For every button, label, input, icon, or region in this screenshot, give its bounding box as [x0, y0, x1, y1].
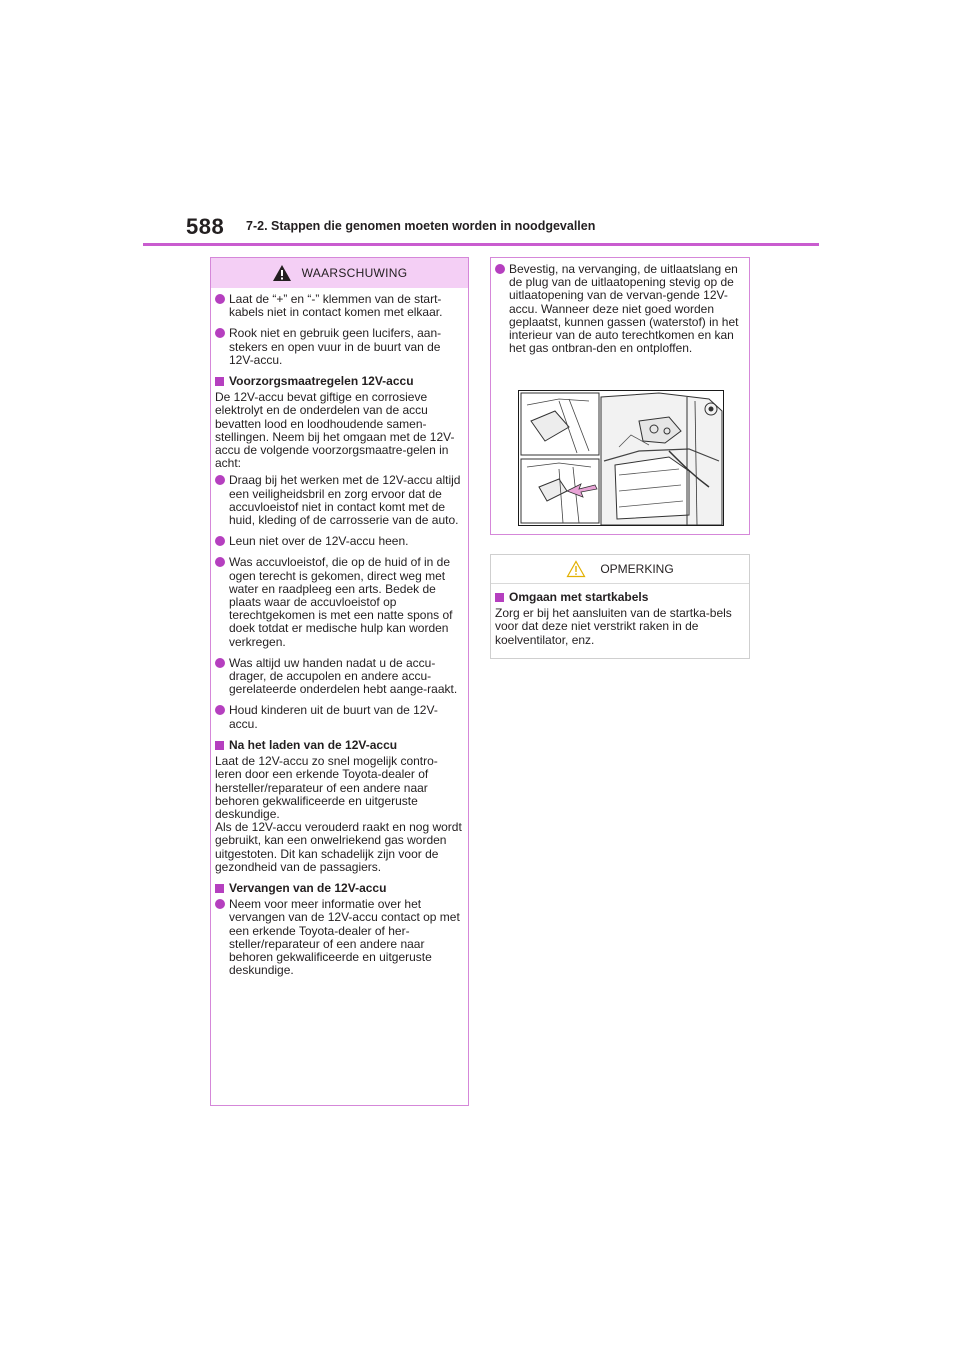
warning-box-continued: [490, 257, 750, 535]
section-title: 7-2. Stappen die genomen moeten worden in noodgevallen: [246, 219, 596, 233]
note-header: [491, 555, 749, 584]
subheading-replacing: Vervangen van de 12V-accu: [215, 882, 463, 895]
warning-header: [211, 258, 468, 288]
list-item: Neem voor meer informatie over het vervangen van de 12V-accu contact op met een erkende Toyota-dealer of her-steller/reparateur of een andere naar behoren gekwalificeerde en uitgeruste deskundige.: [215, 898, 463, 977]
paragraph: Zorg er bij het aansluiten van de startka-bels voor dat deze niet verstrikt raken in de koelventilator, enz.: [495, 606, 732, 647]
note-heading: OPMERKING: [600, 562, 674, 576]
note-content: [491, 584, 749, 647]
subheading-jumper-cables: Omgaan met startkabels: [495, 591, 744, 604]
battery-vent-illustration: [519, 391, 723, 525]
round-bullet-icon: [215, 899, 225, 909]
square-bullet-icon: [215, 741, 224, 750]
square-bullet-icon: [495, 593, 504, 602]
list-item: Was altijd uw handen nadat u de accu-drager, de accupolen en andere accu-gerelateerde onderdelen hebt aange-raakt.: [215, 657, 463, 697]
warning-outline-icon: [566, 560, 586, 578]
warning-icon: [272, 264, 292, 282]
round-bullet-icon: [215, 557, 225, 567]
square-bullet-icon: [215, 884, 224, 893]
round-bullet-icon: [495, 264, 505, 274]
round-bullet-icon: [215, 294, 225, 304]
list-item: Bevestig, na vervanging, de uitlaatslang en de plug van de uitlaatopening stevig op de uitlaatopening van de vervan-gende 12V-accu. Wanneer deze niet goed worden geplaatst, kunnen gassen (waterstof) in het interieur van de auto terechtkomen en kan het gas ontbran-den en ontploffen.: [495, 263, 744, 355]
list-item: Was accuvloeistof, die op de huid of in de ogen terecht is gekomen, direct weg met water en raadpleeg een arts. Bedek de plaats waar de accuvloeistof op terechtgekomen is met een natte spons of doek totdat er medische hulp kan worden verkregen.: [215, 556, 463, 648]
warning-content: [211, 288, 468, 977]
list-item: Leun niet over de 12V-accu heen.: [215, 535, 463, 548]
warning-continued-content: [491, 258, 749, 355]
battery-illustration: [518, 390, 724, 526]
round-bullet-icon: [215, 536, 225, 546]
list-item: Draag bij het werken met de 12V-accu altijd een veiligheidsbril en zorg ervoor dat de accuvloeistof niet in contact komt met de huid, kleding of de carrosserie van de auto.: [215, 474, 463, 527]
round-bullet-icon: [215, 328, 225, 338]
list-item: Houd kinderen uit de buurt van de 12V-accu.: [215, 704, 463, 730]
round-bullet-icon: [215, 705, 225, 715]
round-bullet-icon: [215, 475, 225, 485]
paragraph: De 12V-accu bevat giftige en corrosieve elektrolyt en de onderdelen van de accu bevatten lood en loodhoudende samen-stellingen. Neem bij het omgaan met de 12V-accu de volgende voorzorgsmaatre-gelen in acht:: [215, 390, 455, 471]
list-item: Laat de “+” en “-” klemmen van de start-kabels niet in contact komen met elkaar.: [215, 293, 463, 319]
paragraph: Laat de 12V-accu zo snel mogelijk contro-leren door een erkende Toyota-dealer of hersteller/reparateur of een andere naar behoren gekwalificeerde en uitgeruste deskundige.: [215, 754, 438, 821]
note-box: [490, 554, 750, 659]
warning-heading: WAARSCHUWING: [301, 266, 408, 280]
list-item: Rook niet en gebruik geen lucifers, aan-stekers en open vuur in de buurt van de 12V-accu.: [215, 327, 463, 367]
subheading-after-charging: Na het laden van de 12V-accu: [215, 739, 463, 752]
subheading-precautions: Voorzorgsmaatregelen 12V-accu: [215, 375, 463, 388]
header-rule: [143, 243, 819, 246]
paragraph: Als de 12V-accu verouderd raakt en nog wordt gebruikt, kan een onwelriekend gas worden uitgestoten. Dit kan schadelijk zijn voor de gezondheid van de passagiers.: [215, 820, 462, 874]
square-bullet-icon: [215, 377, 224, 386]
round-bullet-icon: [215, 658, 225, 668]
warning-box: [210, 257, 469, 1106]
page-number: 588: [186, 214, 225, 239]
